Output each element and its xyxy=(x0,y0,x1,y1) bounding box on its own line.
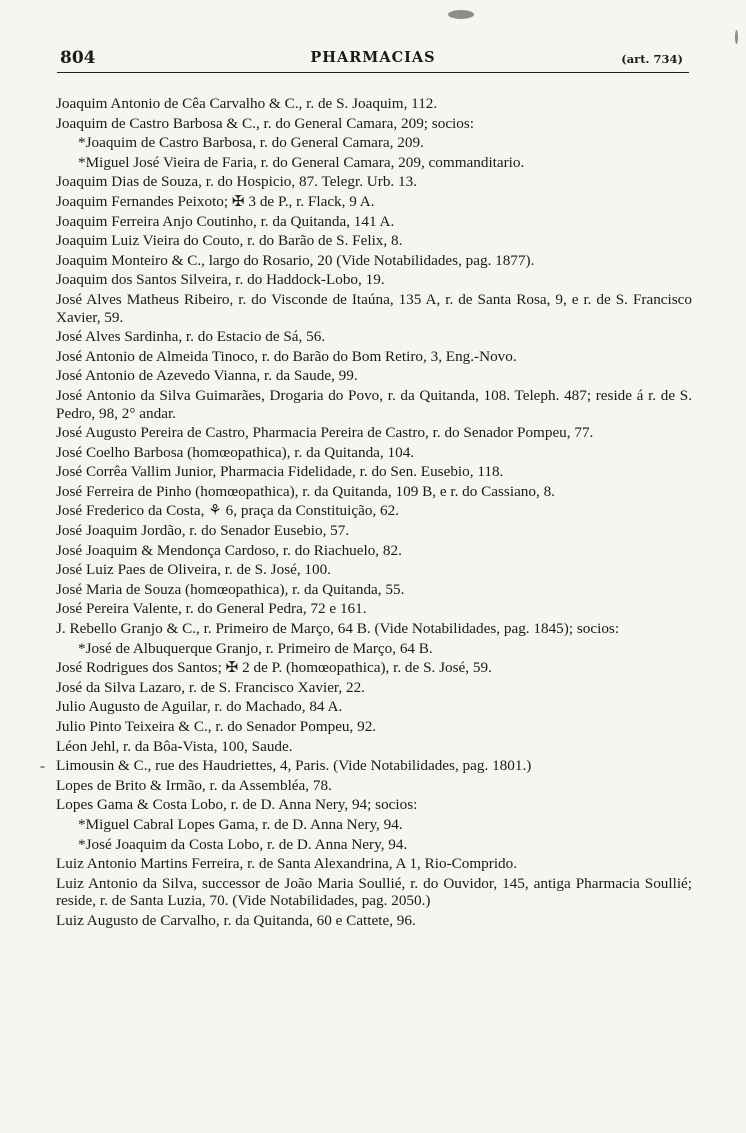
print-speck xyxy=(735,30,738,44)
list-item: Luiz Antonio da Silva, successor de João Maria Soullié, r. do Ouvidor, 145, antiga Pharmacia Soullié; reside, r. de Santa Luzia, 70. (Vide Notabilidades, pag. 2050.) xyxy=(56,874,692,910)
page-number: 804 xyxy=(60,48,96,68)
list-item: José da Silva Lazaro, r. de S. Francisco Xavier, 22. xyxy=(56,678,365,696)
list-item: José Alves Sardinha, r. do Estacio de Sá, 56. xyxy=(56,328,326,346)
page-header xyxy=(57,46,689,73)
print-speck xyxy=(448,10,474,19)
pharmacy-list xyxy=(56,95,692,932)
partner-item: *Joaquim de Castro Barbosa, r. do General Camara, 209. xyxy=(78,134,424,152)
article-reference: (art. 734) xyxy=(621,52,683,66)
list-item: Julio Augusto de Aguilar, r. do Machado, 84 A. xyxy=(56,698,343,716)
list-item: José Antonio de Azevedo Vianna, r. da Saude, 99. xyxy=(56,367,358,385)
list-item: J. Rebello Granjo & C., r. Primeiro de Março, 64 B. (Vide Notabilidades, pag. 1845); socios: xyxy=(56,620,620,638)
list-item: Luiz Antonio Martins Ferreira, r. de Santa Alexandrina, A 1, Rio-Comprido. xyxy=(56,855,518,873)
list-item: Léon Jehl, r. da Bôa-Vista, 100, Saude. xyxy=(56,737,293,755)
list-item: José Rodrigues dos Santos; ✠ 2 de P. (homœopathica), r. de S. José, 59. xyxy=(56,659,492,677)
list-item: Joaquim Luiz Vieira do Couto, r. do Barão de S. Felix, 8. xyxy=(56,232,403,250)
list-item: Lopes Gama & Costa Lobo, r. de D. Anna Nery, 94; socios: xyxy=(56,796,418,814)
partner-item: *Miguel José Vieira de Faria, r. do General Camara, 209, commanditario. xyxy=(78,153,525,171)
list-item: José Joaquim Jordão, r. do Senador Eusebio, 57. xyxy=(56,522,350,540)
list-item: José Corrêa Vallim Junior, Pharmacia Fidelidade, r. do Sen. Eusebio, 118. xyxy=(56,463,504,481)
list-item: Luiz Augusto de Carvalho, r. da Quitanda, 60 e Cattete, 96. xyxy=(56,911,416,929)
list-item: Joaquim Dias de Souza, r. do Hospicio, 87. Telegr. Urb. 13. xyxy=(56,173,417,191)
list-item: José Frederico da Costa, ⚘ 6, praça da Constituição, 62. xyxy=(56,502,400,520)
list-item: José Maria de Souza (homœopathica), r. da Quitanda, 55. xyxy=(56,580,405,598)
list-item: José Pereira Valente, r. do General Pedra, 72 e 161. xyxy=(56,600,367,618)
list-item: Lopes de Brito & Irmão, r. da Assembléa, 78. xyxy=(56,776,332,794)
list-item: José Coelho Barbosa (homœopathica), r. da Quitanda, 104. xyxy=(56,443,415,461)
list-item: Julio Pinto Teixeira & C., r. do Senador Pompeu, 92. xyxy=(56,718,377,735)
list-item: Joaquim Monteiro & C., largo do Rosario, 20 (Vide Notabilidades, pag. 1877). xyxy=(56,251,535,269)
list-item: José Antonio da Silva Guimarães, Drogaria do Povo, r. da Quitanda, 108. Teleph. 487; reside á r. de S. Pedro, 98, 2° andar. xyxy=(56,386,692,422)
section-title: PHARMACIAS xyxy=(310,49,436,66)
list-item: José Luiz Paes de Oliveira, r. de S. José, 100. xyxy=(56,561,332,579)
partner-item: *José de Albuquerque Granjo, r. Primeiro de Março, 64 B. xyxy=(78,639,433,657)
list-item: Joaquim dos Santos Silveira, r. do Haddock-Lobo, 19. xyxy=(56,271,385,289)
print-speck xyxy=(40,766,45,768)
list-item: Joaquim de Castro Barbosa & C., r. do General Camara, 209; socios: xyxy=(56,114,474,132)
list-item: José Ferreira de Pinho (homœopathica), r. da Quitanda, 109 B, e r. do Cassiano, 8. xyxy=(56,482,555,500)
list-item: José Augusto Pereira de Castro, Pharmacia Pereira de Castro, r. do Senador Pompeu, 77. xyxy=(56,424,594,442)
list-item: José Antonio de Almeida Tinoco, r. do Barão do Bom Retiro, 3, Eng.-Novo. xyxy=(56,347,517,365)
list-item: Joaquim Ferreira Anjo Coutinho, r. da Quitanda, 141 A. xyxy=(56,212,395,230)
list-item: Limousin & C., rue des Haudriettes, 4, Paris. (Vide Notabilidades, pag. 1801.) xyxy=(56,757,532,775)
list-item: Joaquim Fernandes Peixoto; ✠ 3 de P., r. Flack, 9 A. xyxy=(56,192,375,210)
list-item: José Joaquim & Mendonça Cardoso, r. do Riachuelo, 82. xyxy=(56,541,402,559)
partner-item: *Miguel Cabral Lopes Gama, r. de D. Anna Nery, 94. xyxy=(78,815,403,833)
partner-item: *José Joaquim da Costa Lobo, r. de D. Anna Nery, 94. xyxy=(78,835,408,853)
list-item: José Alves Matheus Ribeiro, r. do Visconde de Itaúna, 135 A, r. de Santa Rosa, 9, e r. de S. Francisco Xavier, 59. xyxy=(56,290,692,326)
list-item: Joaquim Antonio de Cêa Carvalho & C., r. de S. Joaquim, 112. xyxy=(56,95,438,112)
